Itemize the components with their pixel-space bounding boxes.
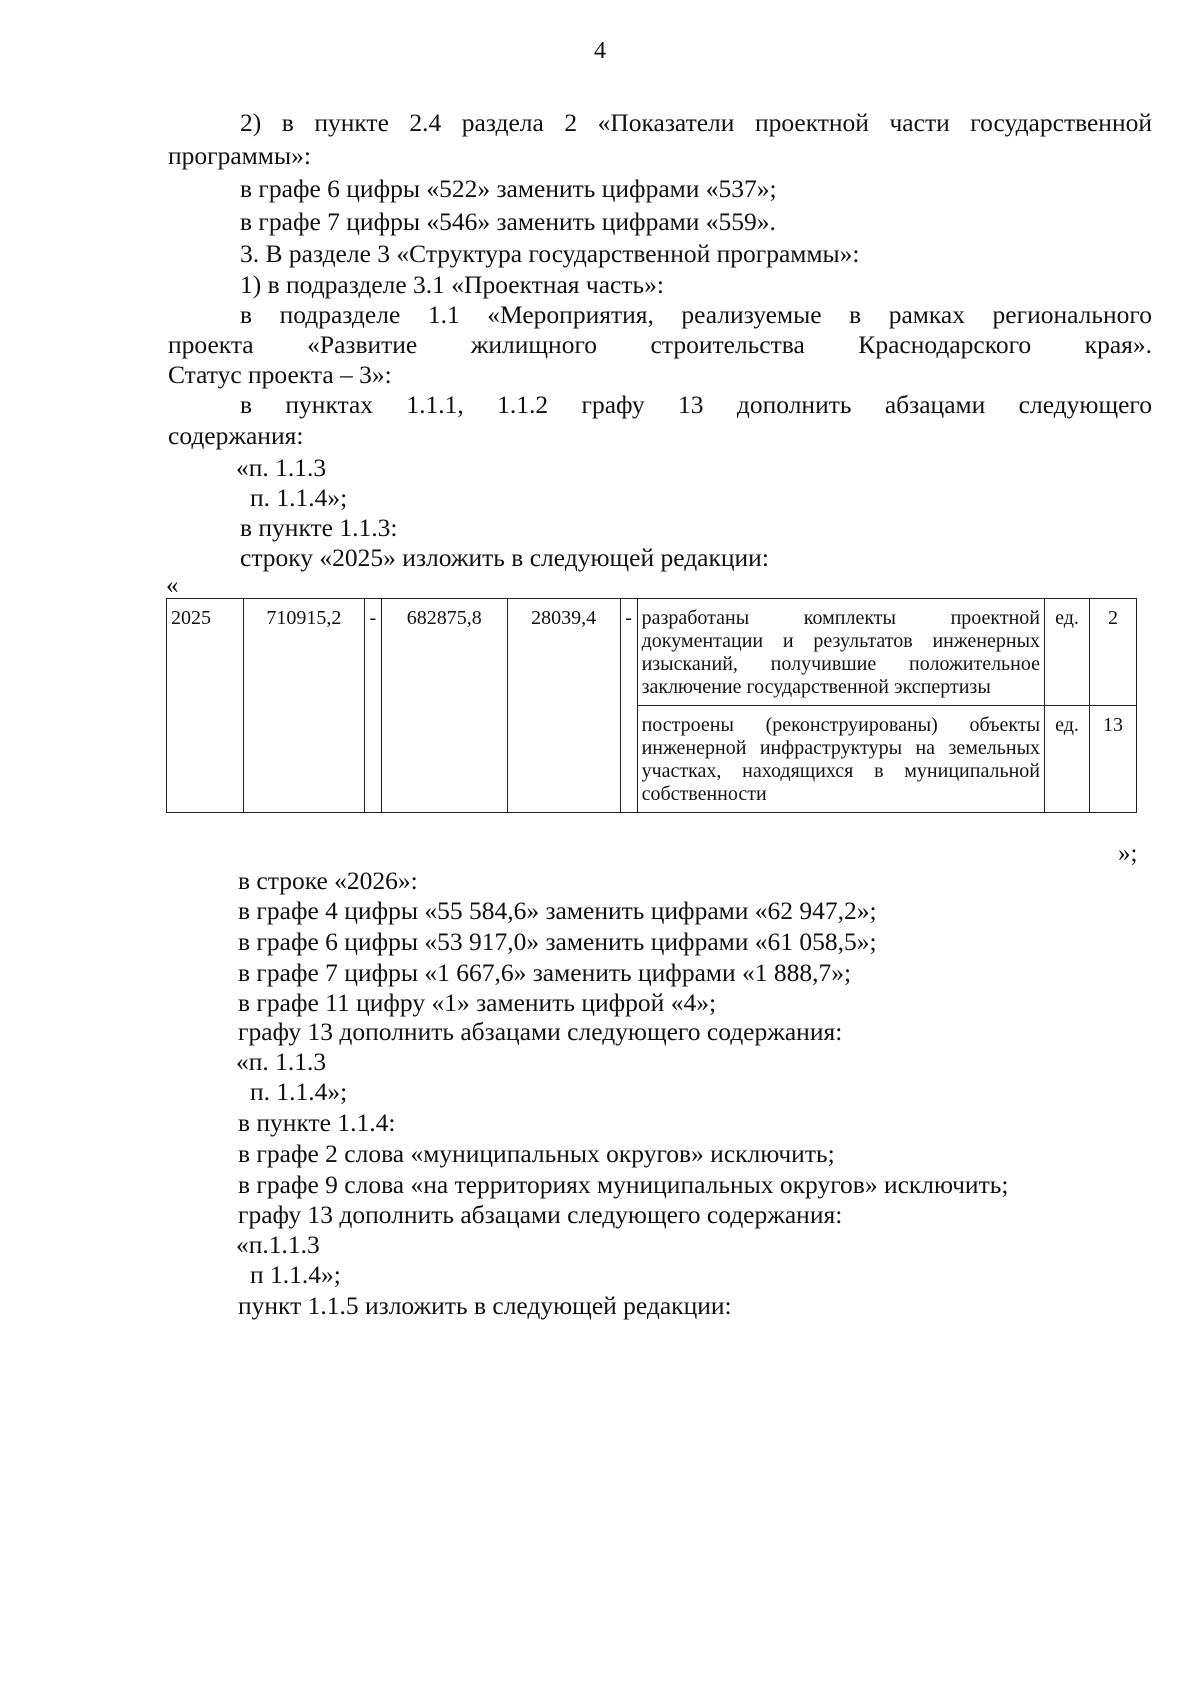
text-line: «п.1.1.3 [236, 1230, 320, 1259]
text-line: в графе 6 цифры «522» заменить цифрами «537»; [240, 174, 777, 203]
text-line: в графе 11 цифру «1» заменить цифрой «4»; [238, 988, 717, 1017]
text-line: содержания: [168, 421, 304, 450]
result-description: разработаны комплекты проектной документации и результатов инженерных изысканий, получившие положительное заключение государственной экспертизы [637, 599, 1044, 706]
text-line: в графе 7 цифры «1 667,6» заменить цифрами «1 888,7»; [238, 958, 852, 987]
text-line: в графе 4 цифры «55 584,6» заменить цифрами «62 947,2»; [238, 896, 877, 925]
text-line: 3. В разделе 3 «Структура государственной программы»: [240, 239, 860, 268]
text-line: Статус проекта – 3»: [168, 360, 392, 389]
open-quote: « [166, 572, 179, 599]
dash-cell: - [364, 599, 381, 813]
text-line: в графе 6 цифры «53 917,0» заменить цифрами «61 058,5»; [238, 927, 877, 956]
dash-cell: - [620, 599, 637, 813]
text-line: графу 13 дополнить абзацами следующего содержания: [238, 1200, 843, 1229]
text-line: в подразделе 1.1 «Мероприятия, реализуемые в рамках регионального [240, 300, 1152, 329]
text-line: «п. 1.1.3 [236, 1047, 327, 1076]
close-quote: »; [1118, 840, 1138, 867]
text-line: п 1.1.4»; [250, 1260, 341, 1289]
text-line: в пункте 1.1.4: [238, 1108, 396, 1137]
text-line: в строке «2026»: [238, 866, 418, 895]
text-line: пункт 1.1.5 изложить в следующей редакции: [238, 1291, 732, 1320]
text-line: в пунктах 1.1.1, 1.1.2 графу 13 дополнить абзацами следующего [240, 390, 1152, 419]
text-line: графу 13 дополнить абзацами следующего содержания: [238, 1017, 843, 1046]
total-cell: 710915,2 [243, 599, 364, 813]
text-line: п. 1.1.4»; [250, 483, 348, 512]
result-description: построены (реконструированы) объекты инженерной инфраструктуры на земельных участках, находящихся в муниципальной собственности [637, 706, 1044, 813]
result-unit: ед. [1045, 599, 1090, 706]
text-line: в пункте 1.1.3: [240, 513, 398, 542]
text-line: строку «2025» изложить в следующей редакции: [240, 543, 769, 572]
result-value: 2 [1089, 599, 1136, 706]
text-line: «п. 1.1.3 [236, 453, 327, 482]
regional-budget-cell: 682875,8 [381, 599, 507, 813]
text-line: программы»: [168, 141, 311, 170]
text-line: в графе 7 цифры «546» заменить цифрами «559». [240, 207, 776, 236]
text-line: 1) в подразделе 3.1 «Проектная часть»: [240, 270, 664, 299]
text-line: в графе 9 слова «на территориях муниципальных округов» исключить; [238, 1170, 1009, 1199]
text-line: проекта «Развитие жилищного строительства Краснодарского края». [168, 330, 1152, 359]
revision-table [166, 598, 1137, 813]
text-line: в графе 2 слова «муниципальных округов» исключить; [238, 1139, 835, 1168]
municipal-budget-cell: 28039,4 [507, 599, 620, 813]
text-line: 2) в пункте 2.4 раздела 2 «Показатели проектной части государственной [240, 108, 1152, 137]
page-number: 4 [594, 38, 606, 64]
table-row [167, 599, 1137, 706]
result-value: 13 [1089, 706, 1136, 813]
year-cell: 2025 [167, 599, 244, 813]
result-unit: ед. [1045, 706, 1090, 813]
text-line: п. 1.1.4»; [250, 1077, 348, 1106]
